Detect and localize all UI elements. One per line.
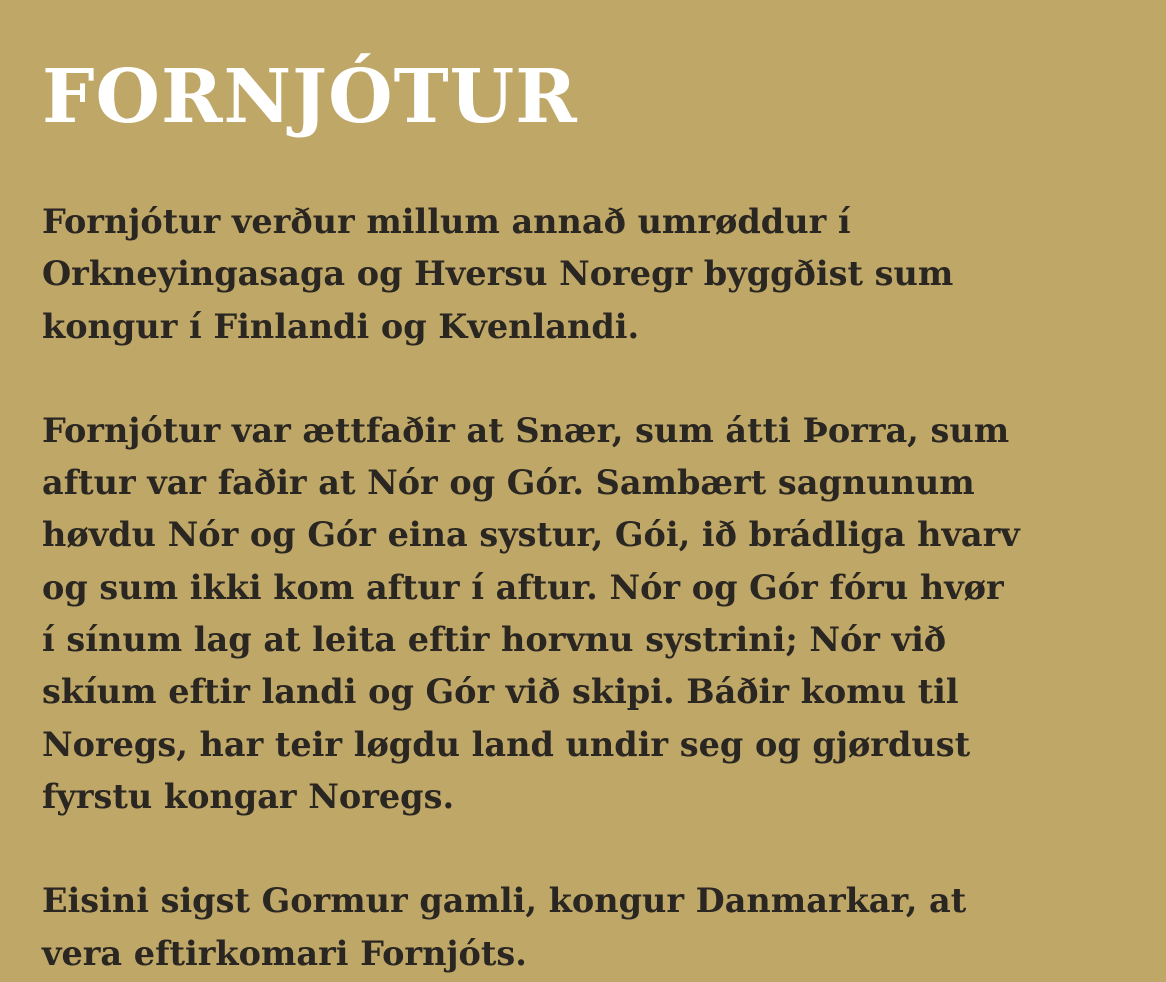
paragraph-3: Eisini sigst Gormur gamli, kongur Danmarkar, at vera eftirkomari Fornjóts. <box>42 881 967 973</box>
paragraph-1: Fornjótur verður millum annað umrøddur í Orkneyingasaga og Hversu Noregr byggðist sum kongur í Finlandi og Kvenlandi. <box>42 202 954 346</box>
text-panel <box>42 52 1142 980</box>
page-title: FORNJÓTUR <box>42 54 578 140</box>
paragraph-2: Fornjótur var ættfaðir at Snær, sum átti Þorra, sum aftur var faðir at Nór og Gór. Sambært sagnunum høvdu Nór og Gór eina systur, Gói, ið brádliga hvarv og sum ikki kom aftur í aftur. Nór og Gór fóru hvør í sínum lag at leita eftir horvnu systrini; Nór við skíum eftir landi og Gór við skipi. Báðir komu til Noregs, har teir løgdu land undir seg og gjørdust fyrstu kongar Noregs. <box>42 410 1020 816</box>
